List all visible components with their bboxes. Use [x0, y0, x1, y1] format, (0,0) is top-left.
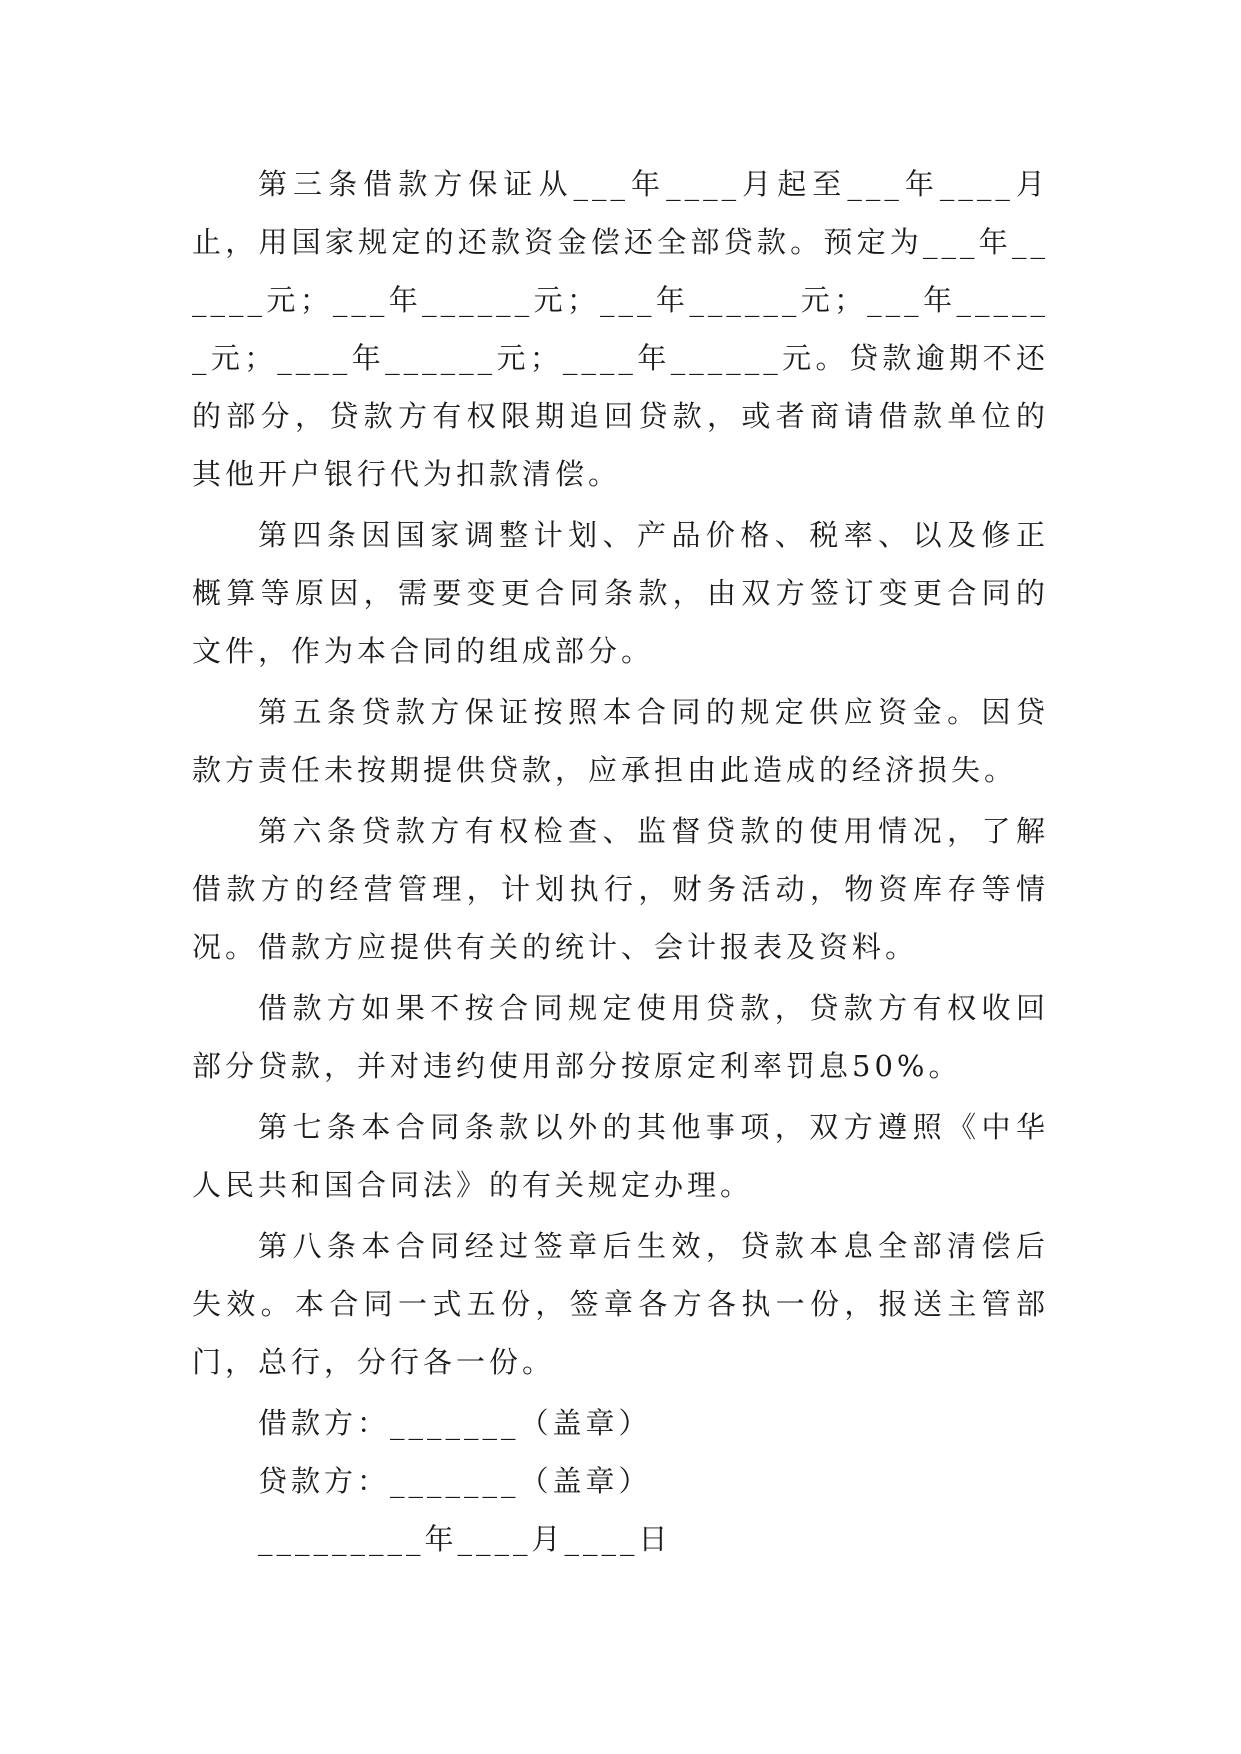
document-body — [192, 155, 1049, 1568]
date-line: _________年____月____日 — [258, 1522, 672, 1556]
article-5-paragraph: 第五条贷款方保证按照本合同的规定供应资金。因贷款方责任未按期提供贷款，应承担由此造成的经济损失。 — [192, 695, 1049, 787]
borrower-signature-line: 借款方：_______（盖章） — [258, 1406, 652, 1440]
article-6-paragraph: 第六条贷款方有权检查、监督贷款的使用情况，了解借款方的经营管理，计划执行，财务活动，物资库存等情况。借款方应提供有关的统计、会计报表及资料。 — [192, 814, 1049, 964]
penalty-paragraph: 借款方如果不按合同规定使用贷款，贷款方有权收回部分贷款，并对违约使用部分按原定利率罚息50%。 — [192, 991, 1049, 1083]
article-3-paragraph: 第三条借款方保证从___年____月起至___年____月止，用国家规定的还款资金偿还全部贷款。预定为___年______元；___年______元；___年______元；___年______元；____年______元；____年______元。贷款逾期不还的部分，贷款方有权限期追回贷款，或者商请借款单位的其他开户银行代为扣款清偿。 — [192, 167, 1049, 491]
lender-signature-line: 贷款方：_______（盖章） — [258, 1464, 652, 1498]
article-7-paragraph: 第七条本合同条款以外的其他事项，双方遵照《中华人民共和国合同法》的有关规定办理。 — [192, 1110, 1049, 1202]
article-4-paragraph: 第四条因国家调整计划、产品价格、税率、以及修正概算等原因，需要变更合同条款，由双方签订变更合同的文件，作为本合同的组成部分。 — [192, 518, 1049, 668]
article-8-paragraph: 第八条本合同经过签章后生效，贷款本息全部清偿后失效。本合同一式五份，签章各方各执一份，报送主管部门，总行，分行各一份。 — [192, 1229, 1049, 1379]
